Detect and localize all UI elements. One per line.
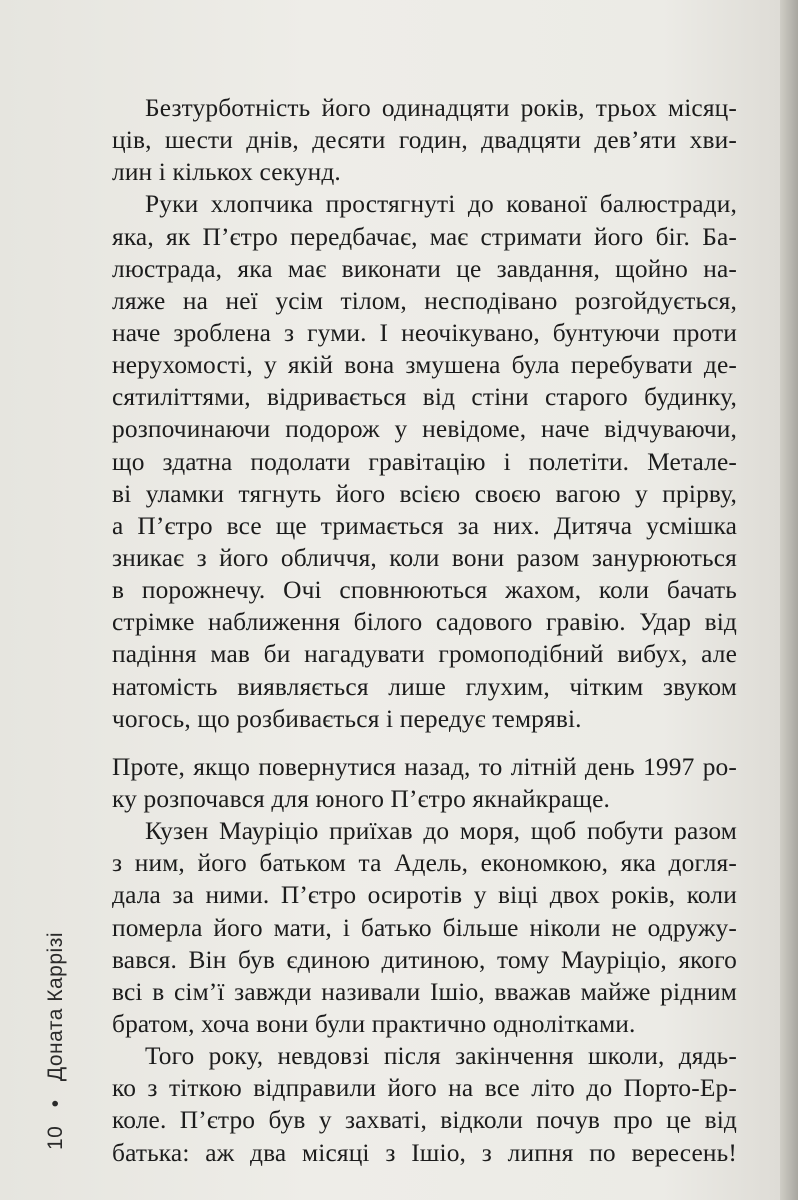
text-line: Кузен Мауріціо приїхав до моря, щоб побути разом [145, 817, 737, 846]
text-line: дала за ними. П’єтро осиротів у віці двох років, коли [112, 881, 737, 910]
text-line: ко з тіткою відправили його на все літо до Порто-Ер- [112, 1074, 737, 1103]
text-line: батька: аж два місяці з Ішіо, з липня по вересень! [112, 1138, 737, 1167]
text-line: а П’єтро все ще тримається за них. Дитяча усмішка [112, 511, 737, 540]
author-name: Доната Каррізі [44, 932, 67, 1082]
text-line: сятиліттями, відривається від стіни старого будинку, [112, 383, 737, 412]
paragraph-4 [112, 815, 737, 1040]
text-line: наче зроблена з гуми. І неочікувано, бунтуючи проти [112, 318, 737, 347]
text-line: чогось, що розбивається і передує темряві. [112, 704, 582, 733]
text-line: падіння мав би нагадувати громоподібний вибух, але [112, 640, 737, 669]
text-line: ців, шести днів, десяти годин, двадцяти дев’яти хви- [112, 126, 737, 155]
text-line: вався. Він був єдиною дитиною, тому Мауріціо, якого [112, 945, 737, 974]
text-line: яка, як П’єтро передбачає, має стримати його біг. Ба- [112, 222, 737, 251]
text-line: ку розпочався для юного П’єтро якнайкраще. [112, 784, 610, 813]
text-line: ві уламки тягнуть його всією своєю вагою у прірву, [112, 479, 737, 508]
text-line: братом, хоча вони були практично однолітками. [112, 1009, 636, 1038]
text-line: Проте, якщо повернутися назад, то літній день 1997 ро- [112, 752, 737, 781]
text-line: ляже на неї усім тілом, несподівано розгойдується, [112, 286, 737, 315]
text-line: всі в сім’ї завжди називали Ішіо, вважав майже рідним [112, 977, 737, 1006]
text-line: натомість виявляється лише глухим, чітким звуком [112, 672, 737, 701]
paragraph-3 [112, 751, 737, 815]
body-text [112, 92, 737, 1169]
running-footer [44, 932, 68, 1150]
text-line: лин і кількох секунд. [112, 158, 341, 187]
paragraph-5 [112, 1040, 737, 1169]
text-line: Руки хлопчика простягнуті до кованої балюстради, [145, 190, 737, 219]
text-line: Безтурботність його одинадцяти років, трьох місяц- [145, 94, 737, 122]
text-line: Того року, невдовзі після закінчення школи, дядь- [145, 1042, 737, 1071]
text-line: люстрада, яка має виконати це завдання, щойно на- [112, 254, 737, 283]
separator-dot: • [44, 1099, 67, 1108]
text-line: коле. П’єтро був у захваті, відколи почув про це від [112, 1106, 737, 1135]
section-gap [112, 735, 737, 751]
paragraph-1 [112, 92, 737, 188]
page-edge-shadow [780, 0, 798, 1200]
text-line: в порожнечу. Очі сповнюються жахом, коли бачать [112, 576, 737, 605]
text-line: померла його мати, і батько більше ніколи не одружу- [112, 913, 737, 942]
text-line: що здатна подолати гравітацію і полетіти. Металe- [112, 447, 737, 476]
text-line: зникає з його обличчя, коли вони разом занурюються [112, 543, 737, 572]
text-line: стрімке наближення білого садового гравію. Удар від [112, 608, 737, 637]
paragraph-2 [112, 188, 737, 734]
text-line: з ним, його батьком та Адель, економкою, яка догля- [112, 849, 737, 878]
text-line: розпочинаючи подорож у невідоме, наче відчуваючи, [112, 415, 737, 444]
page-number: 10 [44, 1125, 67, 1150]
text-line: нерухомості, у якій вона змушена була перебувати де- [112, 351, 737, 380]
